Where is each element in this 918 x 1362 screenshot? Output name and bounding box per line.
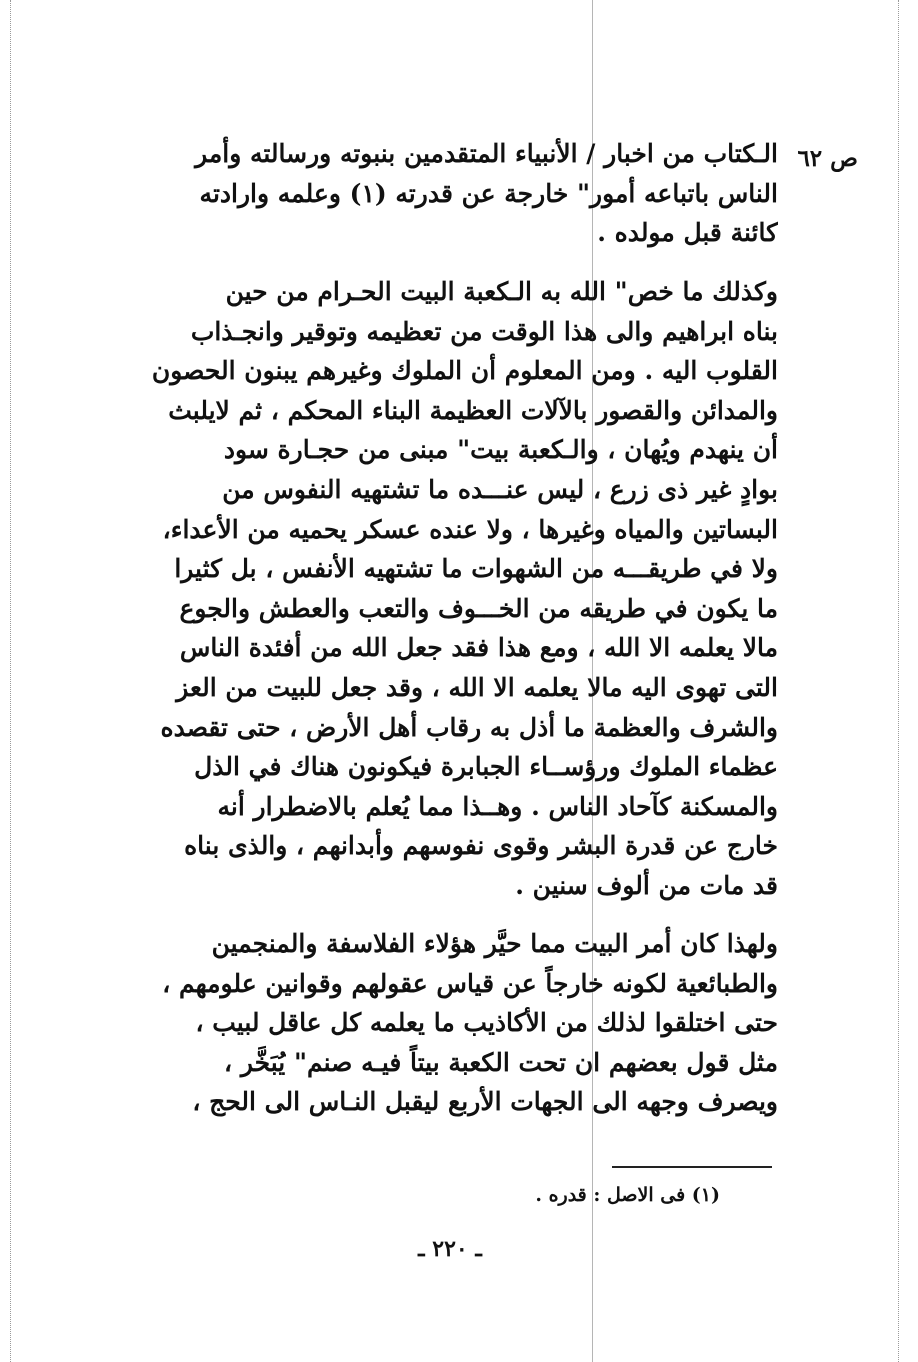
- page-number: ـ ٢٢٠ ـ: [418, 1236, 482, 1262]
- left-page-edge: [10, 0, 11, 1362]
- text-line: والشرف والعظمة ما أذل به رقاب أهل الأرض ، حتى تقصده: [160, 712, 778, 742]
- text-line: والمدائن والقصور بالآلات العظيمة البناء المحكم ، ثم لايلبث: [168, 395, 778, 425]
- text-line: عظماء الملوك ورؤســاء الجبابرة فيكونون هناك في الذل: [194, 752, 778, 782]
- text-line: مالا يعلمه الا الله ، ومع هذا فقد جعل الله من أفئدة الناس: [179, 633, 778, 663]
- text-line: ما يكون في طريقه من الخـــوف والتعب والعطش والجوع: [179, 593, 778, 623]
- text-line: الناس باتباعه أمور" خارجة عن قدرته (١) وعلمه وارادته: [199, 178, 778, 208]
- text-line: بوادٍ غير ذى زرع ، ليس عنـــده ما تشتهيه النفوس من: [222, 474, 778, 504]
- text-line: القلوب اليه . ومن المعلوم أن الملوك وغيرهم يبنون الحصون: [151, 356, 778, 386]
- text-line: أن ينهدم ويُهان ، والـكعبة بيت" مبنى من حجـارة سود: [223, 435, 778, 465]
- text-line: البساتين والمياه وغيرها ، ولا عنده عسكر يحميه من الأعداء،: [162, 514, 778, 544]
- text-line: قد مات من ألوف سنين .: [515, 870, 778, 900]
- text-line: خارج عن قدرة البشر وقوى نفوسهم وأبدانهم ، والذى بناه: [184, 831, 778, 861]
- text-line: الـكتاب من اخبار / الأنبياء المتقدمين بنبوته ورسالته وأمر: [195, 139, 778, 168]
- page-reference: ص ٦٢: [797, 145, 858, 172]
- text-line: وكذلك ما خص" الله به الـكعبة البيت الحـرام من حين: [225, 277, 778, 306]
- text-line: ويصرف وجهه الى الجهات الأربع ليقبل النـاس الى الحج ،: [192, 1087, 778, 1117]
- text-line: بناه ابراهيم والى هذا الوقت من تعظيمه وتوقير وانجـذاب: [190, 316, 778, 346]
- text-line: ولهذا كان أمر البيت مما حيَّر هؤلاء الفلاسفة والمنجمين: [211, 929, 778, 958]
- text-line: حتى اختلقوا لذلك من الأكاذيب ما يعلمه كل عاقل لبيب ،: [195, 1008, 778, 1038]
- text-line: ولا في طريقـــه من الشهوات ما تشتهيه الأنفس ، بل كثيرا: [174, 554, 778, 584]
- paragraph-2: [138, 272, 778, 906]
- footnote-separator: [612, 1166, 772, 1168]
- right-page-edge: [898, 0, 899, 1362]
- text-line: مثل قول بعضهم ان تحت الكعبة بيتاً فيـه صنم" يُبَخَّر ،: [224, 1047, 778, 1077]
- text-line: التى تهوى اليه مالا يعلمه الا الله ، وقد جعل للبيت من العز: [176, 672, 778, 702]
- paragraph-1: [138, 134, 778, 253]
- text-line: والطبائعية لكونه خارجاً عن قياس عقولهم وقوانين علومهم ،: [162, 968, 778, 998]
- text-line: كائنة قبل مولده .: [597, 218, 778, 248]
- footnote: (١) فى الاصل : قدره .: [535, 1184, 720, 1206]
- paragraph-3: [138, 924, 778, 1122]
- text-line: والمسكنة كآحاد الناس . وهــذا مما يُعلم بالاضطرار أنه: [217, 791, 778, 821]
